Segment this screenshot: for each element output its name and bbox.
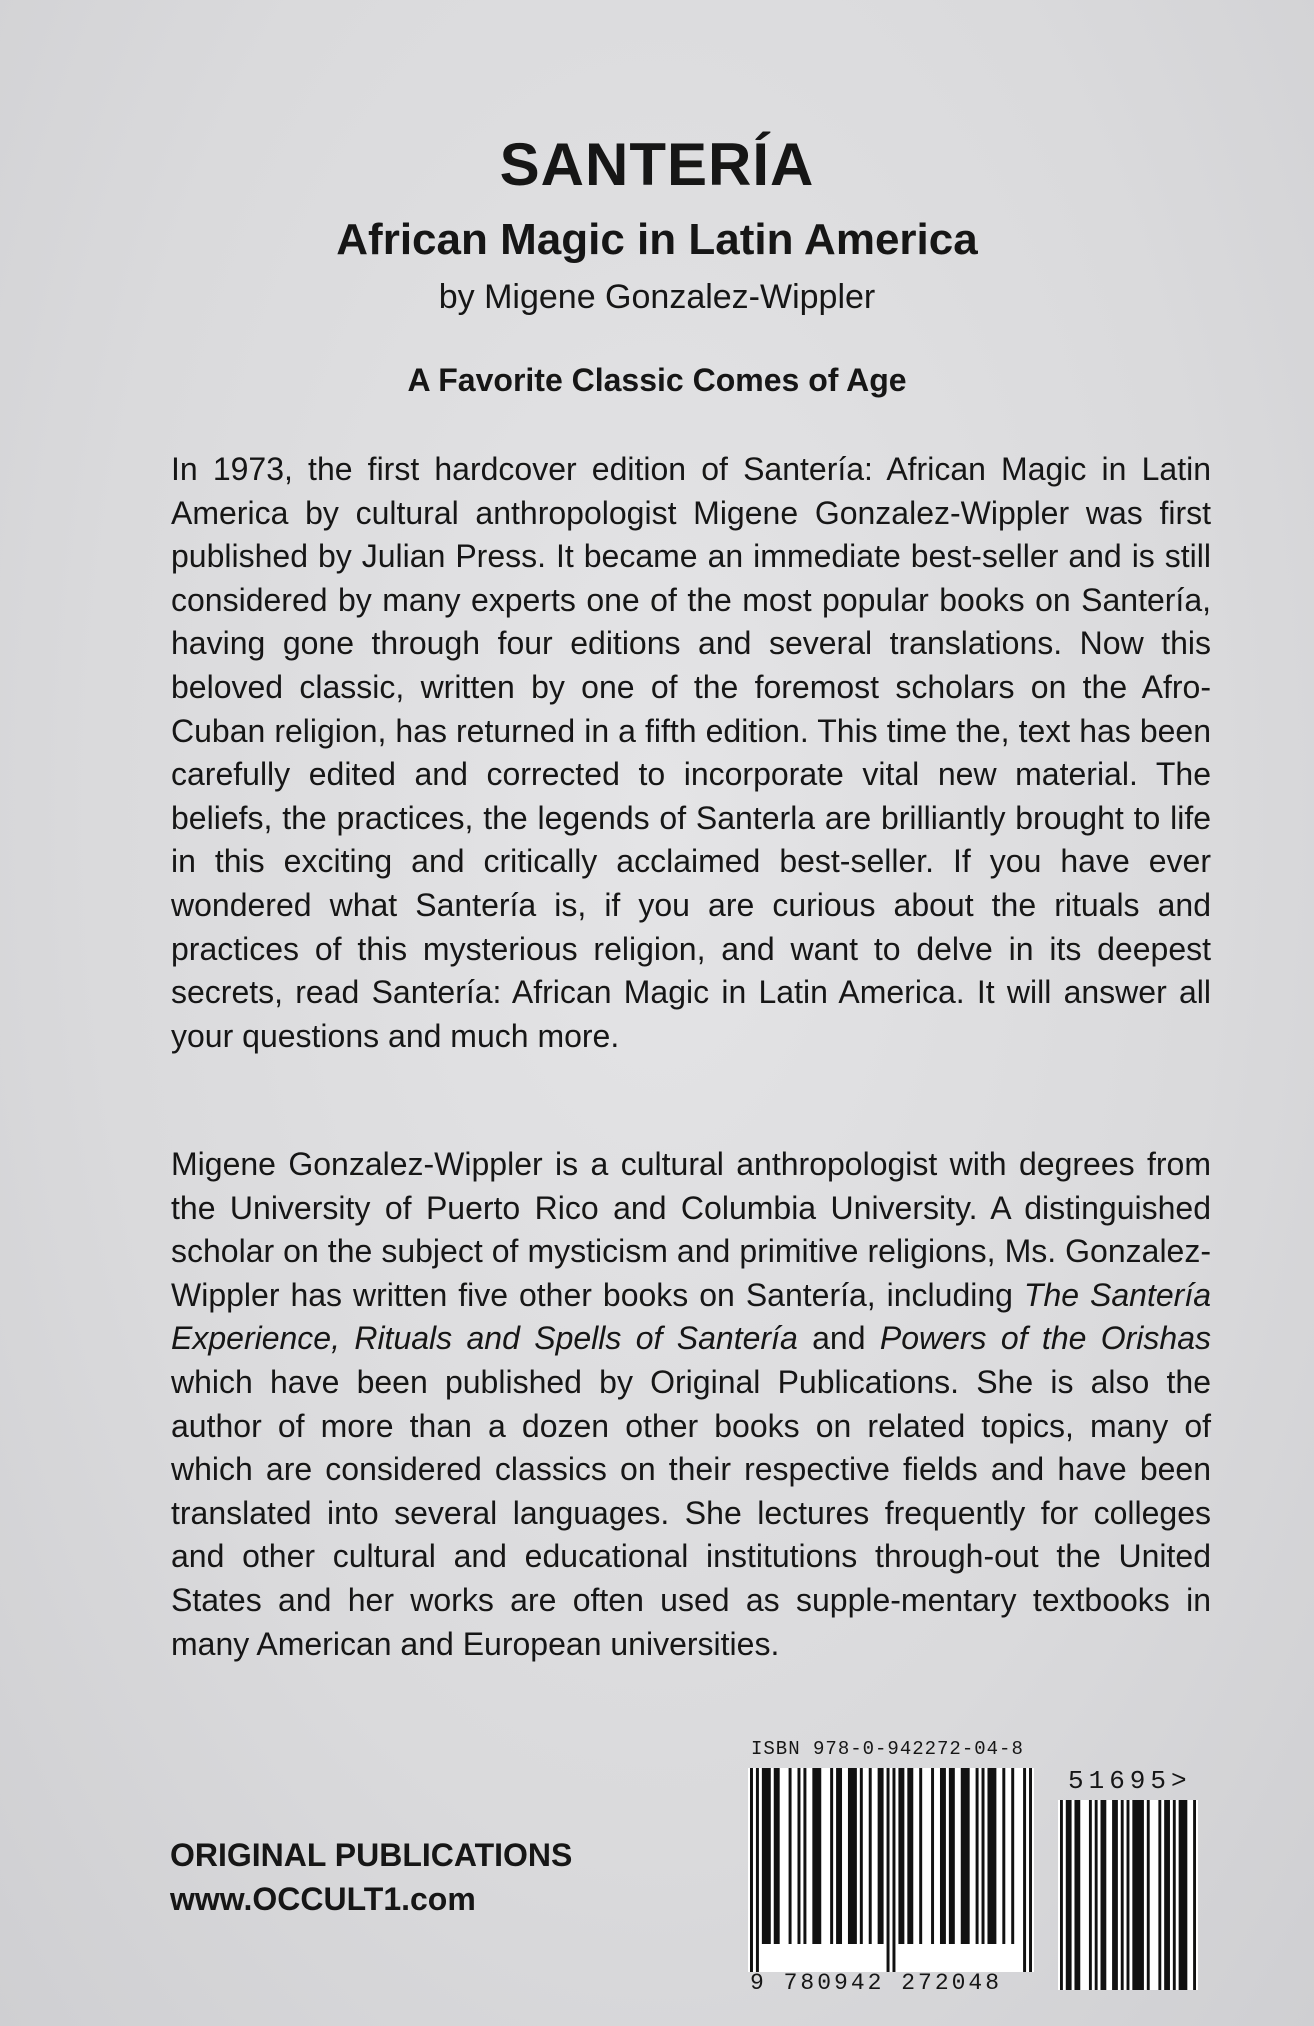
barcode-bar <box>1173 1800 1176 1990</box>
book-title-reference: The Santería Experience, Rituals and Spells of Santería <box>171 1276 1211 1357</box>
barcode-bar <box>887 1768 890 1972</box>
barcode-bar <box>1002 1768 1005 1944</box>
barcode-bar <box>976 1768 979 1944</box>
barcode-bar <box>1112 1800 1118 1990</box>
barcode-bar <box>762 1768 771 1944</box>
barcode-bar <box>919 1768 922 1944</box>
barcode-bar <box>812 1768 821 1944</box>
barcode-bar <box>961 1768 970 1944</box>
price-addon-digits: 51695> <box>1068 1766 1192 1796</box>
barcode-area <box>748 1738 1208 1998</box>
barcode-bar <box>1164 1800 1170 1990</box>
barcode-bar <box>1147 1800 1150 1990</box>
barcode-bar <box>1193 1800 1196 1990</box>
barcode-bar <box>1158 1800 1161 1990</box>
barcode-bar <box>987 1768 996 1944</box>
barcode-bar <box>931 1768 934 1944</box>
isbn-barcode <box>748 1768 1034 1972</box>
author-line: by Migene Gonzalez-Wippler <box>438 278 876 316</box>
bio-text-and: and <box>797 1320 880 1357</box>
barcode-bar <box>1127 1800 1130 1990</box>
barcode-bar <box>1132 1800 1144 1990</box>
barcode-bar <box>860 1768 863 1944</box>
barcode-bar <box>1023 1768 1026 1972</box>
barcode-bar <box>1074 1800 1080 1990</box>
barcode-bar <box>1121 1800 1124 1990</box>
barcode-bar <box>869 1768 872 1944</box>
bio-text-end: which have been published by Original Publications. She is also the author of more than a dozen other books on related topics, many of which are considered classics on their respective fields and have been translated into several languages. She lectures frequently for colleges and other cultural and educational institutions through-out the United States and her works are often used as supple-mentary textbooks in many American and European universities. <box>171 1363 1211 1662</box>
ean-digits: 9 780942 272048 <box>750 1970 1003 1996</box>
barcode-bar <box>949 1768 955 1944</box>
barcode-bar <box>1179 1800 1188 1990</box>
author-bio-paragraph <box>171 1143 1211 1666</box>
book-subtitle: African Magic in Latin America <box>336 215 978 264</box>
barcode-bar <box>1029 1768 1032 1972</box>
tagline: A Favorite Classic Comes of Age <box>407 362 907 398</box>
barcode-bar <box>1060 1800 1063 1990</box>
publisher-website: www.OCCULT1.com <box>170 1881 476 1917</box>
publisher-name: ORIGINAL PUBLICATIONS <box>170 1837 573 1873</box>
isbn-label: ISBN 978-0-942272-04-8 <box>751 1738 1024 1760</box>
barcode-bar <box>1089 1800 1092 1990</box>
barcode-bar <box>1011 1768 1014 1944</box>
barcode-bar <box>907 1768 913 1944</box>
barcode-bar <box>789 1768 792 1944</box>
description-paragraph: In 1973, the first hardcover edition of Santería: African Magic in Latin America by cultural anthropologist Migene Gonzalez-Wippler was first published by Julian Press. It became an immediate best-seller and is still considered by many experts one of the most popular books on Santería, having gone through four editions and several translations. Now this beloved classic, written by one of the foremost scholars on the Afro-Cuban religion, has returned in a fifth edition. This time the, text has been carefully edited and corrected to incorporate vital new material. The beliefs, the practices, the legends of Santerla are brilliantly brought to life in this exciting and critically acclaimed best-seller. If you have ever wondered what Santería is, if you are curious about the rituals and practices of this mysterious religion, and want to delve in its deepest secrets, read Santería: African Magic in Latin America. It will answer all your questions and much more. <box>171 451 1211 1054</box>
book-title-reference: Powers of the Orishas <box>879 1320 1212 1357</box>
barcode-bar <box>940 1768 946 1944</box>
barcode-bar <box>836 1768 842 1944</box>
price-addon-barcode <box>1058 1800 1198 1990</box>
barcode-bar <box>892 1768 895 1972</box>
barcode-bar <box>878 1768 884 1944</box>
book-title: SANTERÍA <box>499 131 815 198</box>
barcode-bar <box>848 1768 857 1944</box>
barcode-bar <box>774 1768 780 1944</box>
barcode-bar <box>1066 1800 1072 1990</box>
barcode-bar <box>803 1768 806 1944</box>
barcode-bar <box>1101 1800 1107 1990</box>
barcode-bar <box>830 1768 833 1944</box>
barcode-bar <box>898 1768 904 1944</box>
barcode-bar <box>982 1768 985 1944</box>
barcode-bar <box>756 1768 759 1972</box>
barcode-bar <box>1095 1800 1098 1990</box>
bio-text-start: Migene Gonzalez-Wippler is a cultural anthropologist with degrees from the University of Puerto Rico and Columbia University. A distinguished scholar on the subject of mysticism and primitive religions, Ms. Gonzalez-Wippler has written five other books on Santería, including <box>171 1146 1211 1313</box>
publisher-block <box>170 1833 572 1921</box>
barcode-bar <box>797 1768 800 1944</box>
barcode-bar <box>750 1768 753 1972</box>
